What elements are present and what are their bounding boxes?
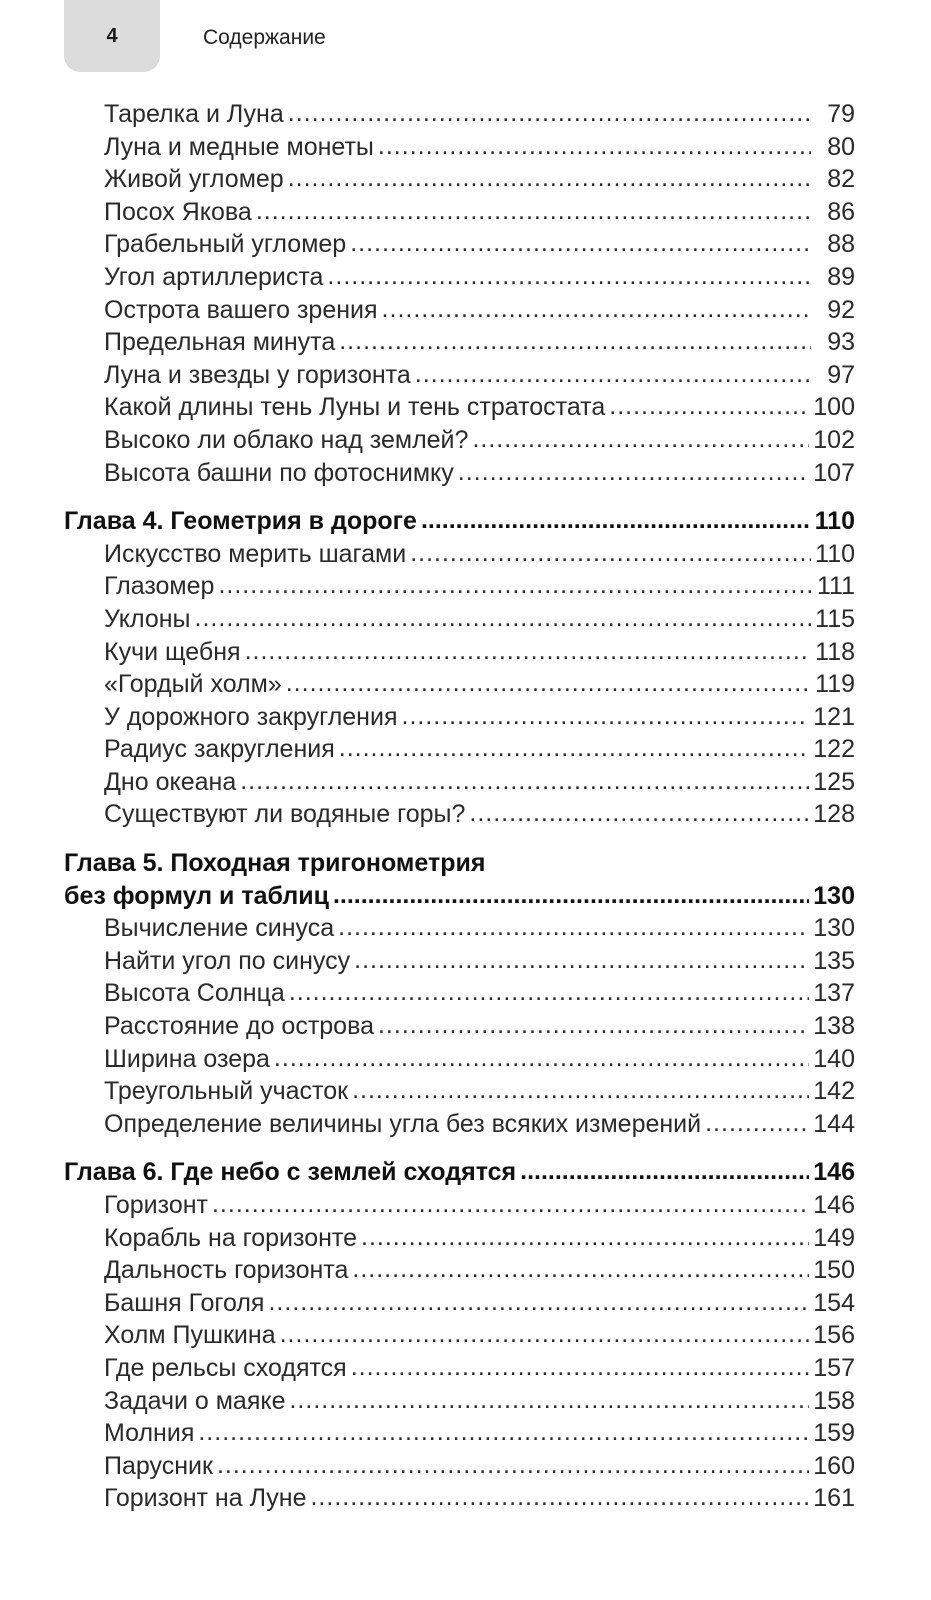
toc-entry: [64, 359, 855, 392]
dot-leader: [352, 1253, 809, 1286]
toc-entry-page: 89: [827, 262, 855, 291]
toc-entry-title: Дальность горизонта: [104, 1256, 349, 1285]
section-gap: [64, 831, 855, 847]
dot-leader: [333, 879, 809, 912]
chapter-heading: [64, 505, 855, 538]
toc-entry: [64, 798, 855, 831]
dot-leader: [350, 227, 811, 260]
toc-entry: [64, 1287, 855, 1320]
chapter-heading-title: Глава 4. Геометрия в дороге: [64, 507, 417, 536]
toc-entry-page: 138: [813, 1012, 855, 1041]
toc-entry-title: Найти угол по синусу: [104, 946, 351, 975]
toc-entry-title: Грабельный угломер: [104, 230, 347, 259]
toc-entry: [64, 1108, 855, 1141]
chapter-heading: [64, 880, 855, 913]
toc-entry-title: Ширина озера: [104, 1044, 270, 1073]
toc-entry: [64, 1450, 855, 1483]
toc-entry: [64, 424, 855, 457]
dot-leader: [256, 195, 811, 228]
toc-entry-title: Корабль на горизонте: [104, 1223, 357, 1252]
toc-entry-title: Кучи щебня: [104, 637, 241, 666]
toc-entry: [64, 1254, 855, 1287]
toc-entry-page: 128: [813, 800, 855, 829]
toc-entry-page: 121: [813, 702, 855, 731]
page-number-tab: [64, 0, 160, 72]
toc-entry-title: Треугольный участок: [104, 1077, 349, 1106]
running-title: Содержание: [203, 26, 326, 49]
toc-entry: [64, 1043, 855, 1076]
dot-leader: [378, 1009, 809, 1042]
toc-entry-title: Уклоны: [104, 604, 191, 633]
toc-entry: [64, 228, 855, 261]
toc-entry-page: 79: [827, 100, 855, 128]
toc-entry-page: 122: [813, 735, 855, 764]
toc-entry: [64, 538, 855, 571]
dot-leader: [217, 1449, 809, 1482]
dot-leader: [288, 162, 811, 195]
toc-entry-page: 88: [827, 230, 855, 259]
toc-entry-title: Какой длины тень Луны и тень стратостата: [104, 393, 606, 422]
toc-entry-page: 144: [813, 1109, 855, 1138]
dot-leader: [218, 569, 811, 602]
toc-entry: [64, 977, 855, 1010]
toc-entry: [64, 326, 855, 359]
toc-entry-page: 154: [813, 1288, 855, 1317]
toc-entry-page: 146: [813, 1191, 855, 1219]
table-of-contents: [64, 98, 855, 1515]
toc-entry: [64, 1222, 855, 1255]
toc-entry: [64, 1075, 855, 1108]
toc-entry-title: Высота Солнца: [104, 979, 285, 1008]
toc-entry-page: 157: [813, 1353, 855, 1382]
dot-leader: [288, 97, 811, 130]
section-gap: [64, 489, 855, 505]
toc-entry-page: 158: [813, 1386, 855, 1415]
toc-entry: [64, 912, 855, 945]
dot-leader: [245, 635, 811, 668]
toc-entry-title: Тарелка и Луна: [104, 100, 284, 128]
toc-entry-title: Живой угломер: [104, 165, 284, 194]
dot-leader: [339, 732, 810, 765]
toc-entry-page: 118: [815, 637, 855, 666]
toc-entry-page: 111: [816, 572, 855, 601]
dot-leader: [361, 1221, 809, 1254]
toc-entry: [64, 701, 855, 734]
chapter-heading-page: 110: [814, 507, 855, 536]
dot-leader: [289, 1384, 809, 1417]
toc-entry-title: «Гордый холм»: [104, 670, 282, 699]
dot-leader: [609, 390, 809, 423]
dot-leader: [402, 700, 810, 733]
toc-entry-page: 93: [827, 328, 855, 357]
toc-entry: [64, 294, 855, 327]
dot-leader: [351, 1351, 810, 1384]
dot-leader: [240, 765, 809, 798]
dot-leader: [212, 1188, 809, 1221]
toc-entry-title: Дно океана: [104, 767, 237, 796]
dot-leader: [338, 911, 809, 944]
toc-entry-title: Где рельсы сходятся: [104, 1353, 347, 1382]
toc-entry-page: 156: [813, 1321, 855, 1350]
page-number: 4: [106, 24, 118, 47]
toc-entry-page: 92: [827, 295, 855, 324]
chapter-heading-title: Глава 6. Где небо с землей сходятся: [64, 1158, 517, 1187]
toc-entry-page: 137: [813, 979, 855, 1008]
chapter-heading-page: 130: [813, 881, 855, 910]
dot-leader: [198, 1416, 809, 1449]
toc-entry-page: 130: [813, 914, 855, 943]
toc-entry-title: Острота вашего зрения: [104, 295, 378, 324]
toc-entry: [64, 1417, 855, 1450]
toc-entry-page: 140: [813, 1044, 855, 1073]
toc-entry-page: 102: [813, 425, 855, 454]
toc-entry: [64, 603, 855, 636]
toc-entry-title: Холм Пушкина: [104, 1321, 276, 1350]
toc-entry-title: Существуют ли водяные горы?: [104, 800, 466, 829]
toc-entry-page: 82: [827, 165, 855, 194]
toc-entry-page: 159: [813, 1419, 855, 1448]
dot-leader: [410, 537, 811, 570]
toc-entry-title: Горизонт: [104, 1191, 208, 1219]
dot-leader: [327, 260, 811, 293]
toc-entry-title: Предельная минута: [104, 328, 336, 357]
chapter-heading-line-title: Глава 5. Походная тригонометрия: [64, 849, 486, 878]
toc-entry: [64, 570, 855, 603]
dot-leader: [339, 325, 811, 358]
toc-entry: [64, 391, 855, 424]
toc-entry-page: 149: [813, 1223, 855, 1252]
toc-entry: [64, 98, 855, 131]
toc-entry: [64, 945, 855, 978]
toc-entry-title: Горизонт на Луне: [104, 1484, 307, 1513]
toc-entry: [64, 163, 855, 196]
toc-entry-page: 107: [813, 458, 855, 487]
toc-entry-page: 100: [813, 393, 855, 422]
toc-entry-title: Посох Якова: [104, 197, 252, 226]
toc-entry-page: 80: [827, 132, 855, 161]
dot-leader: [354, 944, 809, 977]
toc-entry-title: Глазомер: [104, 572, 215, 601]
toc-entry-page: 119: [815, 670, 855, 699]
toc-entry-title: Луна и звезды у горизонта: [104, 360, 411, 389]
dot-leader: [289, 976, 809, 1009]
toc-entry-page: 110: [815, 539, 855, 568]
toc-entry-page: 125: [813, 767, 855, 796]
toc-entry-title: Башня Гоголя: [104, 1288, 265, 1317]
dot-leader: [378, 130, 811, 163]
toc-entry: [64, 636, 855, 669]
dot-leader: [469, 797, 809, 830]
dot-leader: [352, 1074, 809, 1107]
chapter-heading-page: 146: [813, 1158, 855, 1187]
chapter-heading-title: без формул и таблиц: [64, 881, 329, 910]
dot-leader: [310, 1481, 809, 1514]
dot-leader: [195, 602, 811, 635]
toc-entry-title: Радиус закругления: [104, 735, 335, 764]
dot-leader: [415, 358, 811, 391]
toc-entry: [64, 1385, 855, 1418]
toc-entry-title: Угол артиллериста: [104, 262, 324, 291]
dot-leader: [421, 504, 811, 537]
chapter-heading-line: [64, 847, 855, 880]
toc-entry: [64, 1482, 855, 1515]
toc-entry-title: Вычисление синуса: [104, 914, 335, 943]
dot-leader: [286, 667, 811, 700]
toc-entry-page: 97: [827, 360, 855, 389]
toc-entry-title: Определение величины угла без всяких измерений: [104, 1109, 702, 1138]
toc-entry-title: Высота башни по фотоснимку: [104, 458, 454, 487]
dot-leader: [268, 1286, 809, 1319]
toc-entry: [64, 1189, 855, 1222]
toc-entry-title: Задачи о маяке: [104, 1386, 286, 1415]
toc-entry-page: 86: [827, 197, 855, 226]
toc-entry-title: Парусник: [104, 1451, 213, 1480]
dot-leader: [705, 1107, 809, 1140]
toc-entry: [64, 668, 855, 701]
toc-entry: [64, 766, 855, 799]
dot-leader: [274, 1042, 809, 1075]
toc-entry: [64, 1319, 855, 1352]
toc-entry-title: Луна и медные монеты: [104, 132, 374, 161]
toc-entry-page: 115: [815, 604, 855, 633]
dot-leader: [280, 1318, 810, 1351]
toc-entry: [64, 1352, 855, 1385]
toc-entry-title: Искусство мерить шагами: [104, 539, 407, 568]
toc-entry: [64, 733, 855, 766]
toc-entry-page: 160: [813, 1451, 855, 1480]
toc-entry: [64, 457, 855, 490]
toc-entry-page: 135: [813, 946, 855, 975]
chapter-heading: [64, 1156, 855, 1189]
toc-entry-title: У дорожного закругления: [104, 702, 398, 731]
toc-entry-page: 150: [813, 1256, 855, 1285]
toc-entry-page: 142: [813, 1077, 855, 1106]
toc-entry: [64, 196, 855, 229]
dot-leader: [472, 423, 809, 456]
dot-leader: [382, 293, 811, 326]
toc-entry: [64, 131, 855, 164]
toc-entry-title: Молния: [104, 1419, 195, 1448]
toc-entry-title: Высоко ли облако над землей?: [104, 425, 469, 454]
toc-entry-page: 161: [813, 1484, 855, 1513]
dot-leader: [520, 1155, 809, 1188]
toc-entry: [64, 261, 855, 294]
dot-leader: [458, 456, 810, 489]
section-gap: [64, 1140, 855, 1156]
toc-entry: [64, 1010, 855, 1043]
toc-entry-title: Расстояние до острова: [104, 1012, 374, 1041]
